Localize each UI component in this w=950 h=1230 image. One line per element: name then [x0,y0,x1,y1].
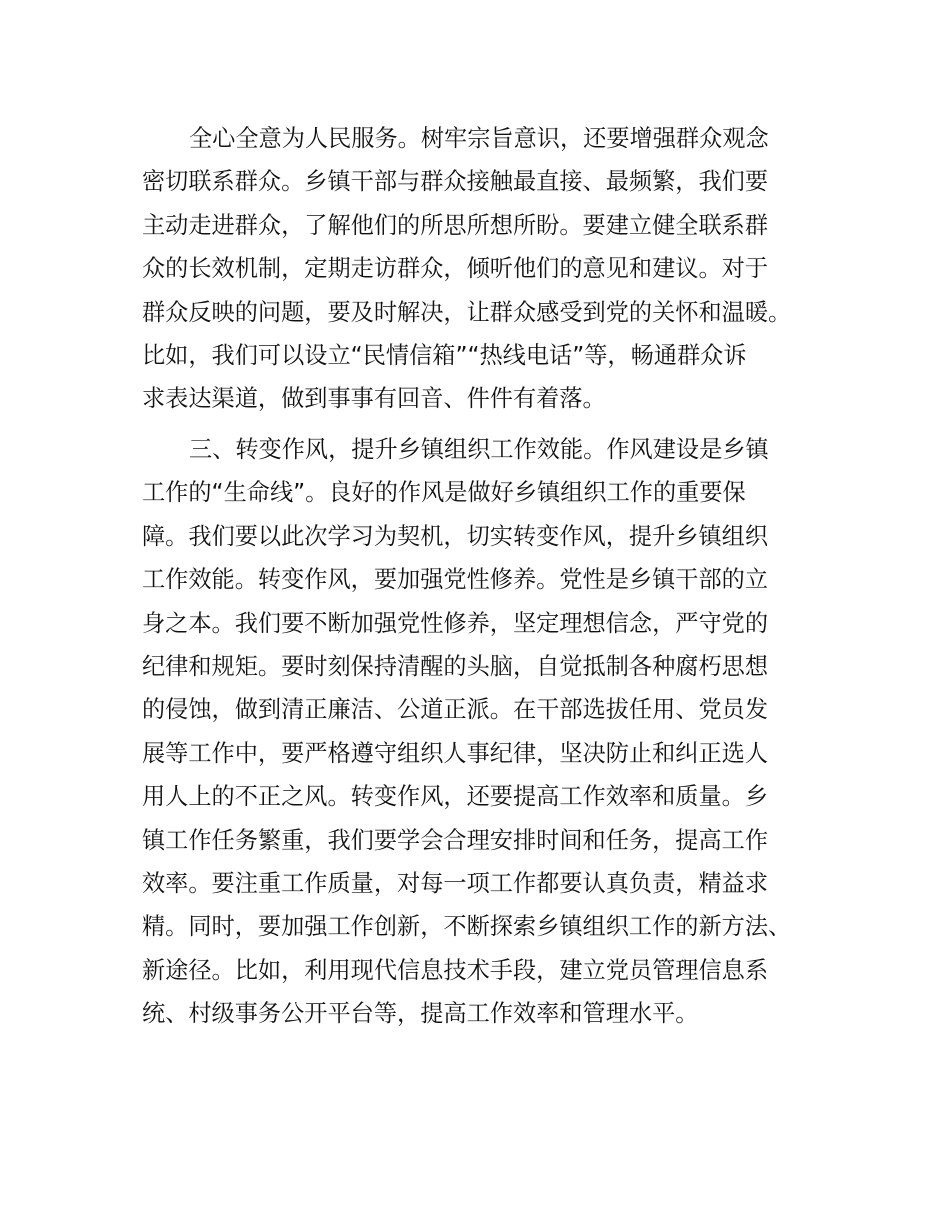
paragraph-line: 众的长效机制，定期走访群众，倾听他们的意见和建议。对于 [142,255,769,283]
paragraph-line: 障。我们要以此次学习为契机，切实转变作风，提升乡镇组织 [142,522,769,550]
paragraph-mass-line [142,117,832,421]
paragraph-line: 三、转变作风，提升乡镇组织工作效能。作风建设是乡镇 [189,436,769,463]
paragraph-line: 用人上的不正之风。转变作风，还要提高工作效率和质量。乡 [142,783,769,811]
paragraph-line: 求表达渠道，做到事事有回音、件件有着落。 [142,385,606,413]
paragraph-line: 展等工作中，要严格遵守组织人事纪律，坚决防止和纠正选人 [142,739,769,767]
paragraph-line: 的侵蚀，做到清正廉洁、公道正派。在干部选拔任用、党员发 [142,696,769,724]
paragraph-line: 精。同时，要加强工作创新，不断探索乡镇组织工作的新方法、 [142,913,792,941]
paragraph-line: 比如，我们可以设立“民情信箱”“热线电话”等，畅通群众诉 [142,341,747,369]
paragraph-line: 新途径。比如，利用现代信息技术手段，建立党员管理信息系 [142,956,769,984]
paragraph-line: 身之本。我们要不断加强党性修养，坚定理想信念，严守党的 [142,609,769,637]
paragraph-line: 效率。要注重工作质量，对每一项工作都要认真负责，精益求 [142,869,769,897]
paragraph-line: 纪律和规矩。要时刻保持清醒的头脑，自觉抵制各种腐朽思想 [142,652,769,680]
paragraph-line: 工作的“生命线”。良好的作风是做好乡镇组织工作的重要保 [142,479,746,507]
paragraph-line: 主动走进群众，了解他们的所思所想所盼。要建立健全联系群 [142,211,769,239]
paragraph-work-style [142,428,832,1035]
paragraph-line: 密切联系群众。乡镇干部与群众接触最直接、最频繁，我们要 [142,168,769,196]
paragraph-line: 工作效能。转变作风，要加强党性修养。党性是乡镇干部的立 [142,566,769,594]
paragraph-line: 群众反映的问题，要及时解决，让群众感受到党的关怀和温暖。 [142,298,792,326]
paragraph-line: 镇工作任务繁重，我们要学会合理安排时间和任务，提高工作 [142,826,769,854]
paragraph-line: 统、村级事务公开平台等，提高工作效率和管理水平。 [142,1000,699,1028]
paragraph-line: 全心全意为人民服务。树牢宗旨意识，还要增强群众观念 [189,125,769,152]
